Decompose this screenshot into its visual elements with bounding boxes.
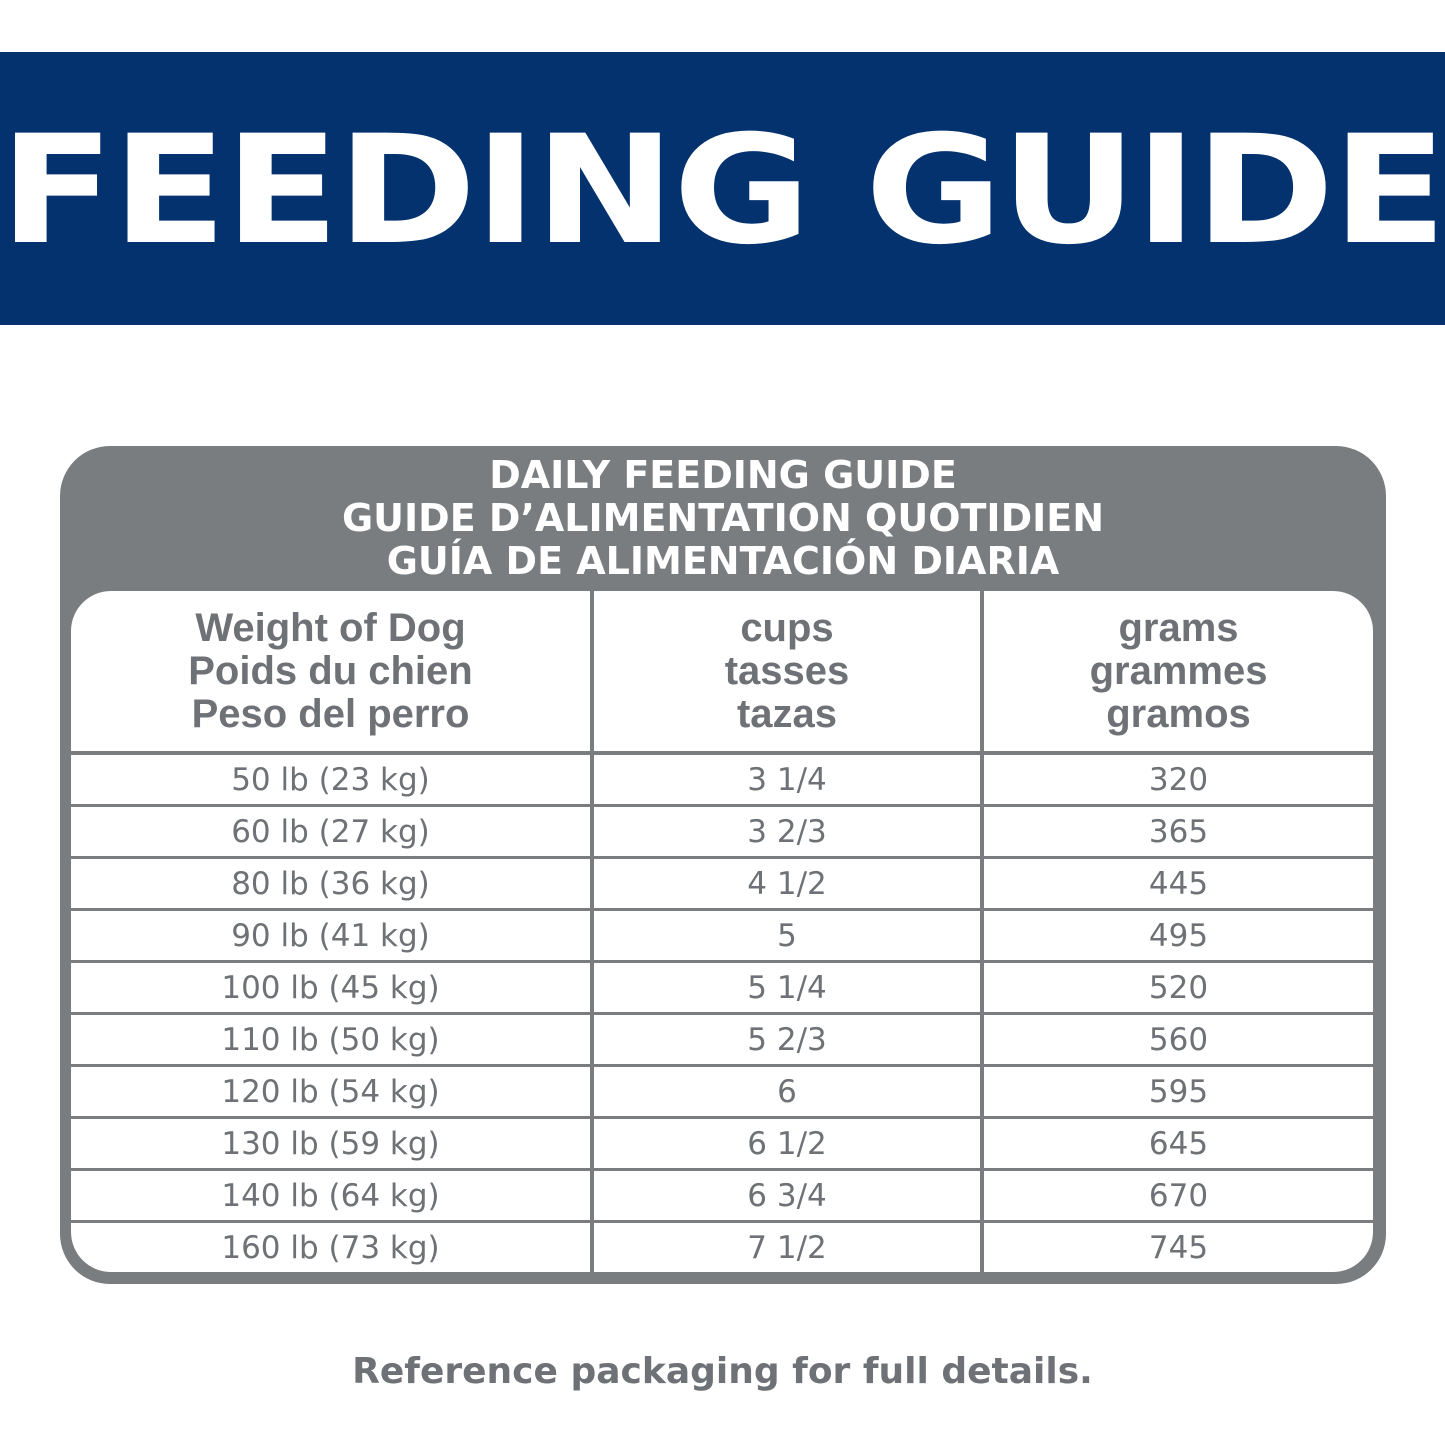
grams-cell: 745 <box>984 1223 1373 1272</box>
weight-cell: 140 lb (64 kg) <box>71 1171 590 1220</box>
column-header-cups-es: tazas <box>736 691 838 736</box>
table-row <box>71 1067 1373 1116</box>
column-header-grams-en: grams <box>1118 605 1239 650</box>
cups-cell: 5 <box>594 911 980 960</box>
column-header-weight-fr: Poids du chien <box>188 648 473 693</box>
weight-cell: 80 lb (36 kg) <box>71 859 590 908</box>
weight-cell: 110 lb (50 kg) <box>71 1015 590 1064</box>
weight-cell: 60 lb (27 kg) <box>71 807 590 856</box>
cups-cell: 3 1/4 <box>594 755 980 804</box>
banner-title: FEEDING GUIDE <box>0 103 1445 278</box>
table-row <box>71 807 1373 856</box>
table-row <box>71 755 1373 804</box>
cups-cell: 4 1/2 <box>594 859 980 908</box>
card-header <box>60 454 1386 583</box>
grams-cell: 595 <box>984 1067 1373 1116</box>
table-row <box>71 963 1373 1012</box>
card-header-line-french: GUIDE D’ALIMENTATION QUOTIDIEN <box>341 496 1105 540</box>
grams-cell: 645 <box>984 1119 1373 1168</box>
table-row <box>71 1171 1373 1220</box>
weight-cell: 50 lb (23 kg) <box>71 755 590 804</box>
column-header-cups-fr: tasses <box>724 648 850 693</box>
cups-cell: 6 1/2 <box>594 1119 980 1168</box>
column-header-grams <box>984 591 1373 751</box>
grams-cell: 495 <box>984 911 1373 960</box>
column-header-weight-en: Weight of Dog <box>195 605 466 650</box>
grams-cell: 445 <box>984 859 1373 908</box>
cups-cell: 3 2/3 <box>594 807 980 856</box>
grams-cell: 560 <box>984 1015 1373 1064</box>
footer-note: Reference packaging for full details. <box>352 1351 1093 1392</box>
column-header-grams-es: gramos <box>1106 691 1251 736</box>
cups-cell: 7 1/2 <box>594 1223 980 1272</box>
grams-cell: 520 <box>984 963 1373 1012</box>
card-header-line-spanish: GUÍA DE ALIMENTACIÓN DIARIA <box>386 539 1060 583</box>
table-row <box>71 1223 1373 1272</box>
column-header-cups <box>594 591 980 751</box>
table-header-row <box>71 591 1373 751</box>
column-header-weight <box>71 591 590 751</box>
table-row <box>71 859 1373 908</box>
weight-cell: 160 lb (73 kg) <box>71 1223 590 1272</box>
table-row <box>71 1015 1373 1064</box>
grams-cell: 670 <box>984 1171 1373 1220</box>
cups-cell: 5 1/4 <box>594 963 980 1012</box>
weight-cell: 130 lb (59 kg) <box>71 1119 590 1168</box>
cups-cell: 5 2/3 <box>594 1015 980 1064</box>
table-row <box>71 1119 1373 1168</box>
weight-cell: 120 lb (54 kg) <box>71 1067 590 1116</box>
feeding-table <box>71 591 1373 1272</box>
weight-cell: 100 lb (45 kg) <box>71 963 590 1012</box>
column-header-weight-es: Peso del perro <box>191 691 470 736</box>
grams-cell: 320 <box>984 755 1373 804</box>
cups-cell: 6 3/4 <box>594 1171 980 1220</box>
table-row <box>71 911 1373 960</box>
column-header-grams-fr: grammes <box>1089 648 1268 693</box>
cups-cell: 6 <box>594 1067 980 1116</box>
weight-cell: 90 lb (41 kg) <box>71 911 590 960</box>
daily-feeding-guide-card <box>60 446 1386 1284</box>
column-header-cups-en: cups <box>740 605 834 650</box>
card-header-line-english: DAILY FEEDING GUIDE <box>489 453 957 497</box>
grams-cell: 365 <box>984 807 1373 856</box>
title-banner <box>0 52 1445 325</box>
